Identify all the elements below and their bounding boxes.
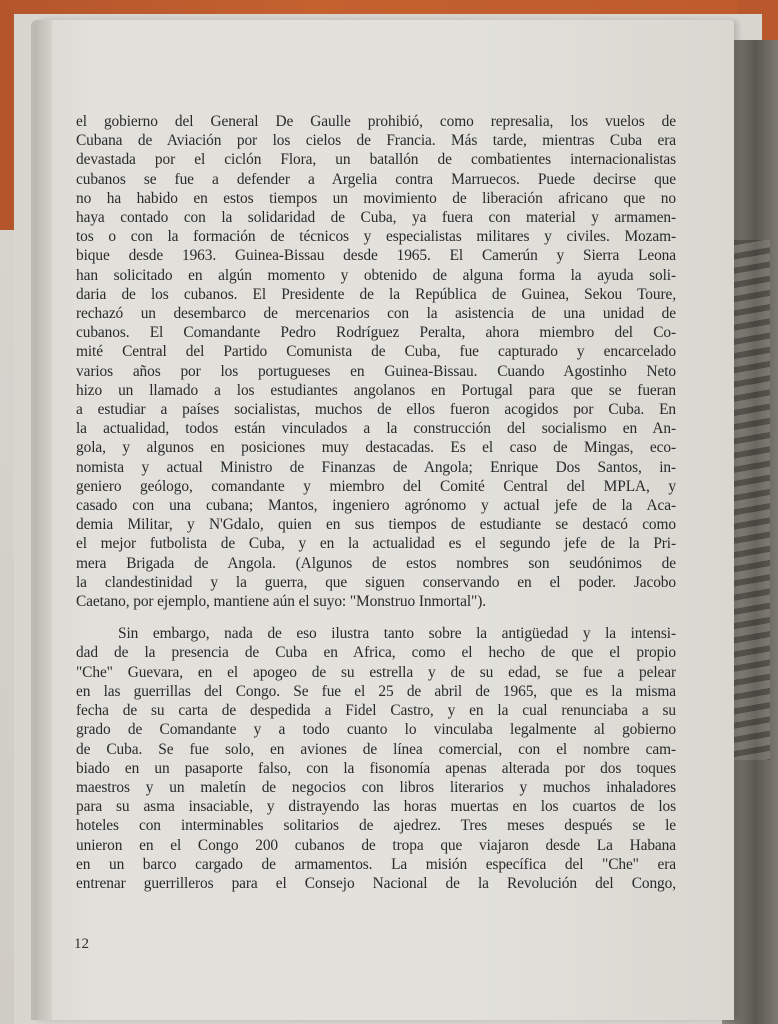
page-body-text — [76, 112, 676, 893]
page-number: 12 — [74, 936, 89, 952]
text-line: Cubana de Aviación por los cielos de Francia. Más tarde, mientras Cuba era — [76, 132, 676, 150]
text-line: de Cuba. Se fue solo, en aviones de línea comercial, con el nombre cam- — [76, 740, 676, 758]
text-line: daria de los cubanos. El Presidente de la República de Guinea, Sekou Toure, — [76, 285, 676, 303]
text-line: hizo un llamado a los estudiantes angolanos en Portugal para que se fueran — [76, 381, 676, 399]
text-line: maestros y un maletín de negocios con libros literarios y muchos inhaladores — [76, 778, 676, 796]
text-line: a estudiar a países socialistas, muchos de ellos fueron acogidos por Cuba. En — [76, 401, 676, 419]
text-line: cubanos. El Comandante Pedro Rodríguez Peralta, ahora miembro del Co- — [76, 324, 676, 342]
text-line: la clandestinidad y la guerra, que siguen conservando en el poder. Jacobo — [76, 573, 676, 591]
text-line: rechazó un desembarco de mercenarios con la asistencia de una unidad de — [76, 305, 676, 323]
text-line: el mejor futbolista de Cuba, y en la actualidad es el segundo jefe de la Pri- — [76, 535, 676, 553]
text-line: tos o con la formación de técnicos y especialistas militares y civiles. Mozam- — [76, 228, 676, 246]
text-line: mité Central del Partido Comunista de Cuba, fue capturado y encarcelado — [76, 343, 676, 361]
page-gutter — [34, 20, 52, 1020]
text-line: grado de Comandante y a todo cuanto lo vinculaba legalmente al gobierno — [76, 721, 676, 739]
text-line: bique desde 1963. Guinea-Bissau desde 1965. El Camerún y Sierra Leona — [76, 247, 676, 265]
text-line: para su asma insaciable, y distrayendo las horas muertas en los cuartos de los — [76, 798, 676, 816]
text-line: el gobierno del General De Gaulle prohibió, como represalia, los vuelos de — [76, 113, 676, 130]
text-line: cubanos se fue a defender a Argelia contra Marruecos. Puede decirse que — [76, 170, 676, 188]
text-line: en las guerrillas del Congo. Se fue el 25 de abril de 1965, que es la misma — [76, 682, 676, 700]
text-line: mera Brigada de Angola. (Algunos de estos nombres son seudónimos de — [76, 554, 676, 572]
text-line: varios años por los portugueses en Guinea-Bissau. Cuando Agostinho Neto — [76, 362, 676, 380]
text-line: gola, y algunos en posiciones muy destacadas. Es el caso de Mingas, eco- — [76, 439, 676, 457]
paragraph-2 — [76, 624, 676, 893]
text-line: dad de la presencia de Cuba en Africa, como el hecho de que el propio — [76, 644, 676, 662]
text-line: geniero geólogo, comandante y miembro del Comité Central del MPLA, y — [76, 477, 676, 495]
paragraph-spacer — [76, 611, 676, 624]
text-line: hoteles con interminables solitarios de ajedrez. Tres meses después se le — [76, 817, 676, 835]
text-line: casado con una cubana; Mantos, ingeniero agrónomo y actual jefe de la Aca- — [76, 497, 676, 515]
text-line: en un barco cargado de armamentos. La misión específica del "Che" era — [76, 855, 676, 873]
text-line: biado en un pasaporte falso, con la fisonomía apenas alterada por dos toques — [76, 759, 676, 777]
text-line: han solicitado en algún momento y obtenido de alguna forma la ayuda soli- — [76, 266, 676, 284]
paragraph-1 — [76, 112, 676, 611]
text-line: Caetano, por ejemplo, mantiene aún el suyo: "Monstruo Inmortal"). — [76, 593, 486, 611]
text-line: Sin embargo, nada de eso ilustra tanto sobre la antigüedad y la intensi- — [118, 625, 676, 643]
text-line: "Che" Guevara, en el apogeo de su estrella y de su edad, se fue a pelear — [76, 663, 676, 681]
text-line: haya contado con la solidaridad de Cuba, ya fuera con material y armamen- — [76, 209, 676, 227]
text-line: entrenar guerrilleros para el Consejo Nacional de la Revolución del Congo, — [76, 874, 676, 892]
text-line: devastada por el ciclón Flora, un batallón de combatientes internacionalistas — [76, 151, 676, 169]
text-line: la actualidad, todos están vinculados a la construcción del socialismo en An- — [76, 420, 676, 438]
text-line: unieron en el Congo 200 cubanos de tropa que viajaron desde La Habana — [76, 836, 676, 854]
text-line: no ha habido en estos tiempos un movimiento de liberación africano que no — [76, 189, 676, 207]
text-line: demia Militar, y N'Gdalo, quien en sus tiempos de estudiante se destacó como — [76, 516, 676, 534]
text-line: nomista y actual Ministro de Finanzas de Angola; Enrique Dos Santos, in- — [76, 458, 676, 476]
text-line: fecha de su carta de despedida a Fidel Castro, y en la cual renunciaba a su — [76, 702, 676, 720]
